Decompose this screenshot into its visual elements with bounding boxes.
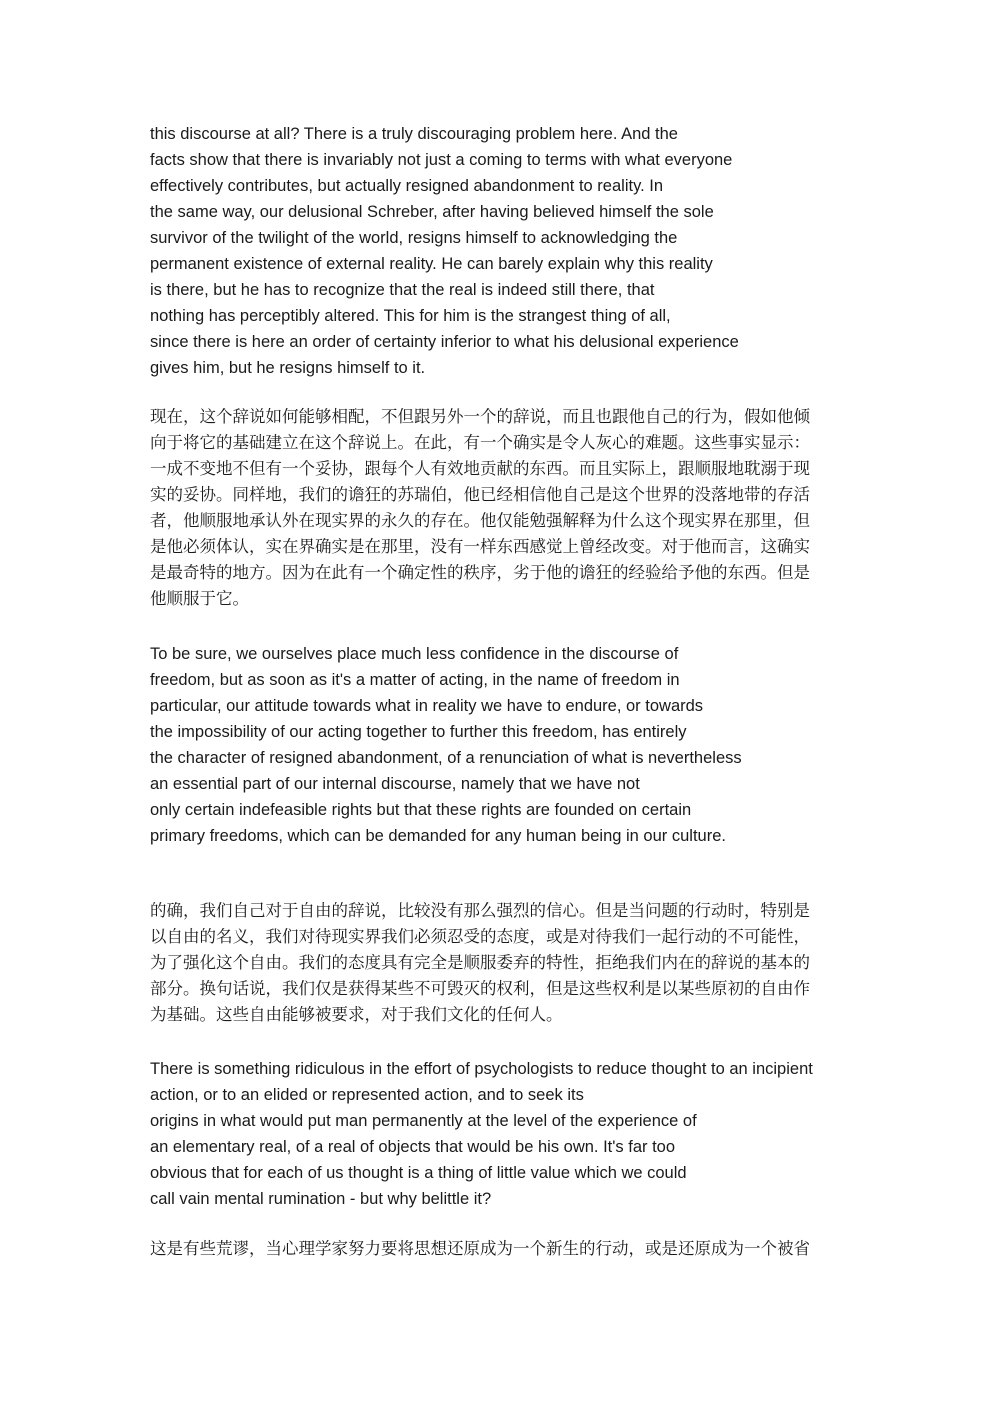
- text-line: permanent existence of external reality. He can barely explain why this reality: [150, 255, 713, 273]
- text-line: 的确，我们自己对于自由的辞说，比较没有那么强烈的信心。但是当问题的行动时，特别是: [150, 901, 810, 920]
- text-line: particular, our attitude towards what in reality we have to endure, or towards: [150, 697, 704, 715]
- text-line: 一成不变地不但有一个妥协，跟每个人有效地贡献的东西。而且实际上，跟顺服地耽溺于现: [150, 459, 810, 478]
- text-line: There is something ridiculous in the effort of psychologists to reduce thought to an incipient: [150, 1060, 813, 1078]
- text-line: the character of resigned abandonment, of a renunciation of what is nevertheless: [150, 749, 742, 767]
- text-line: 他顺服于它。: [150, 589, 249, 608]
- text-line: this discourse at all? There is a truly discouraging problem here. And the: [150, 125, 678, 143]
- paragraph-chinese-2: [150, 898, 844, 1028]
- text-line: nothing has perceptibly altered. This for him is the strangest thing of all,: [150, 307, 671, 325]
- paragraph-english-2: [150, 641, 850, 849]
- text-line: only certain indefeasible rights but that these rights are founded on certain: [150, 801, 692, 819]
- text-line: 部分。换句话说，我们仅是获得某些不可毁灭的权利，但是这些权利是以某些原初的自由作: [150, 979, 810, 998]
- text-line: effectively contributes, but actually resigned abandonment to reality. In: [150, 177, 664, 195]
- text-line: since there is here an order of certainty inferior to what his delusional experience: [150, 333, 739, 351]
- text-line: is there, but he has to recognize that the real is indeed still there, that: [150, 281, 655, 299]
- text-line: To be sure, we ourselves place much less confidence in the discourse of: [150, 645, 679, 663]
- paragraph-chinese-1: [150, 404, 844, 612]
- text-line: survivor of the twilight of the world, resigns himself to acknowledging the: [150, 229, 678, 247]
- text-line: action, or to an elided or represented action, and to seek its: [150, 1086, 584, 1104]
- text-line: origins in what would put man permanently at the level of the experience of: [150, 1112, 697, 1130]
- text-line: 向于将它的基础建立在这个辞说上。在此，有一个确实是令人灰心的难题。这些事实显示：: [150, 433, 810, 452]
- text-line: 现在，这个辞说如何能够相配，不但跟另外一个的辞说，而且也跟他自己的行为，假如他倾: [150, 407, 810, 426]
- text-line: 以自由的名义，我们对待现实界我们必须忍受的态度，或是对待我们一起行动的不可能性，: [150, 927, 810, 946]
- text-line: 这是有些荒谬，当心理学家努力要将思想还原成为一个新生的行动，或是还原成为一个被省: [150, 1239, 810, 1258]
- text-line: 为基础。这些自由能够被要求，对于我们文化的任何人。: [150, 1005, 563, 1024]
- text-line: the impossibility of our acting together to further this freedom, has entirely: [150, 723, 687, 741]
- text-line: an elementary real, of a real of objects that would be his own. It's far too: [150, 1138, 676, 1156]
- text-line: 为了强化这个自由。我们的态度具有完全是顺服委弃的特性，拒绝我们内在的辞说的基本的: [150, 953, 810, 972]
- text-line: facts show that there is invariably not just a coming to terms with what everyone: [150, 151, 733, 169]
- text-line: 实的妥协。同样地，我们的谵狂的苏瑞伯，他已经相信他自己是这个世界的没落地带的存活: [150, 485, 810, 504]
- text-line: call vain mental rumination - but why belittle it?: [150, 1190, 492, 1208]
- text-line: obvious that for each of us thought is a thing of little value which we could: [150, 1164, 687, 1182]
- text-line: 是最奇特的地方。因为在此有一个确定性的秩序，劣于他的谵狂的经验给予他的东西。但是: [150, 563, 810, 582]
- text-line: primary freedoms, which can be demanded for any human being in our culture.: [150, 827, 726, 845]
- paragraph-english-1: [150, 121, 850, 381]
- text-line: 是他必须体认，实在界确实是在那里，没有一样东西感觉上曾经改变。对于他而言，这确实: [150, 537, 810, 556]
- text-line: gives him, but he resigns himself to it.: [150, 359, 426, 377]
- paragraph-english-3: [150, 1056, 850, 1212]
- text-line: freedom, but as soon as it's a matter of acting, in the name of freedom in: [150, 671, 680, 689]
- text-line: 者，他顺服地承认外在现实界的永久的存在。他仅能勉强解释为什么这个现实界在那里，但: [150, 511, 810, 530]
- text-line: an essential part of our internal discourse, namely that we have not: [150, 775, 640, 793]
- text-line: the same way, our delusional Schreber, after having believed himself the sole: [150, 203, 714, 221]
- paragraph-chinese-3: [150, 1236, 844, 1262]
